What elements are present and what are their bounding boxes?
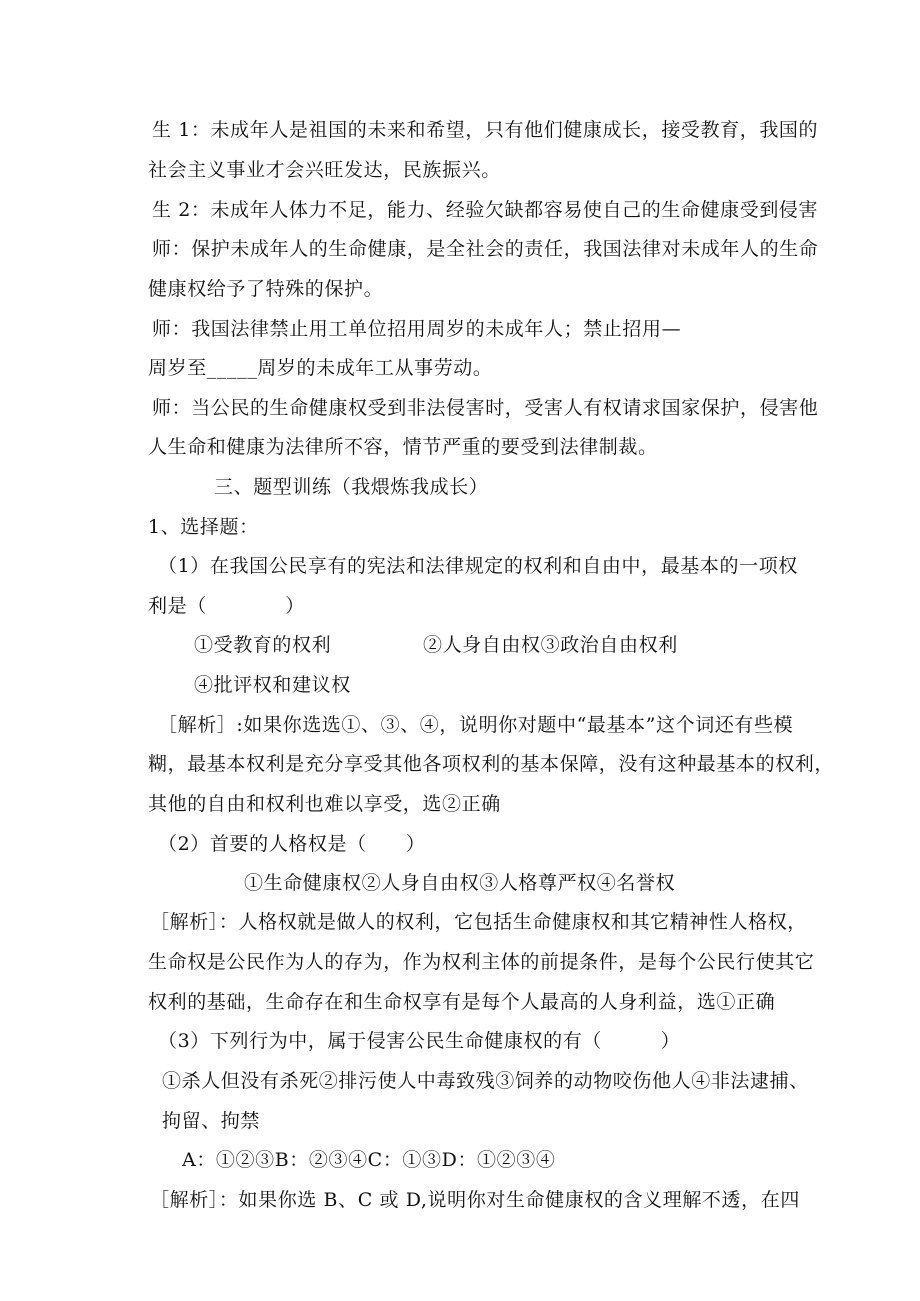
subsection-heading: 1、选择题： — [148, 516, 259, 538]
answer-choices: A：①②③B：②③④C：①③D：①②③④ — [182, 1149, 556, 1171]
question-option: 拘留、拘禁 — [162, 1110, 261, 1132]
question-option: ①杀人但没有杀死②排污使人中毒致残③饲养的动物咬伤他人④非法逮捕、 — [162, 1070, 809, 1092]
question-option: ②人身自由权③政治自由权利 — [423, 634, 678, 656]
question-option: ①受教育的权利 — [194, 634, 332, 656]
text-line: 师：保护未成年人的生命健康，是全社会的责任，我国法律对未成年人的生命 — [152, 238, 819, 260]
text-line: 社会主义事业才会兴旺发达，民族振兴。 — [148, 159, 501, 181]
text-line: 师：我国法律禁止用工单位招用周岁的未成年人；禁止招用— — [152, 318, 682, 340]
text-line: 周岁至_____周岁的未成年工从事劳动。 — [148, 357, 493, 379]
analysis-text: ［解析］：人格权就是做人的权利，它包括生命健康权和其它精神性人格权， — [150, 911, 807, 933]
question-stem: （3）下列行为中，属于侵害公民生命健康权的有（ ） — [158, 1030, 681, 1052]
text-line: 生 2：未成年人体力不足，能力、经验欠缺都容易使自己的生命健康受到侵害 — [152, 199, 819, 221]
text-line: 生 1：未成年人是祖国的未来和希望，只有他们健康成长，接受教育，我国的 — [152, 119, 819, 141]
text-line: 健康权给予了特殊的保护。 — [148, 278, 384, 300]
analysis-text: 其他的自由和权利也难以享受，选②正确 — [148, 793, 501, 815]
question-option: ①生命健康权②人身自由权③人格尊严权④名誉权 — [244, 872, 676, 894]
question-stem: （2）首要的人格权是（ ） — [158, 833, 426, 855]
analysis-text: 糊，最基本权利是充分享受其他各项权利的基本保障，没有这种最基本的权利， — [148, 753, 835, 775]
text-line: 人生命和健康为法律所不容，情节严重的要受到法律制裁。 — [148, 436, 658, 458]
question-stem: （1）在我国公民享有的宪法和法律规定的权利和自由中，最基本的一项权 — [158, 555, 798, 577]
section-heading: 三、题型训练（我煨炼我成长） — [214, 476, 489, 498]
analysis-text: 权利的基础，生命存在和生命权享有是每个人最高的人身利益，选①正确 — [148, 991, 776, 1013]
text-line: 师：当公民的生命健康权受到非法侵害时，受害人有权请求国家保护，侵害他 — [152, 397, 819, 419]
analysis-text: ［解析］:如果你选选①、③、④，说明你对题中“最基本”这个词还有些模 — [158, 714, 794, 736]
question-option: ④批评权和建议权 — [194, 674, 351, 696]
question-stem: 利是（ ） — [148, 595, 305, 617]
analysis-text: ［解析］：如果你选 B、C 或 D,说明你对生命健康权的含义理解不透，在四 — [150, 1189, 800, 1211]
analysis-text: 生命权是公民作为人的存为，作为权利主体的前提条件，是每个公民行使其它 — [148, 951, 815, 973]
